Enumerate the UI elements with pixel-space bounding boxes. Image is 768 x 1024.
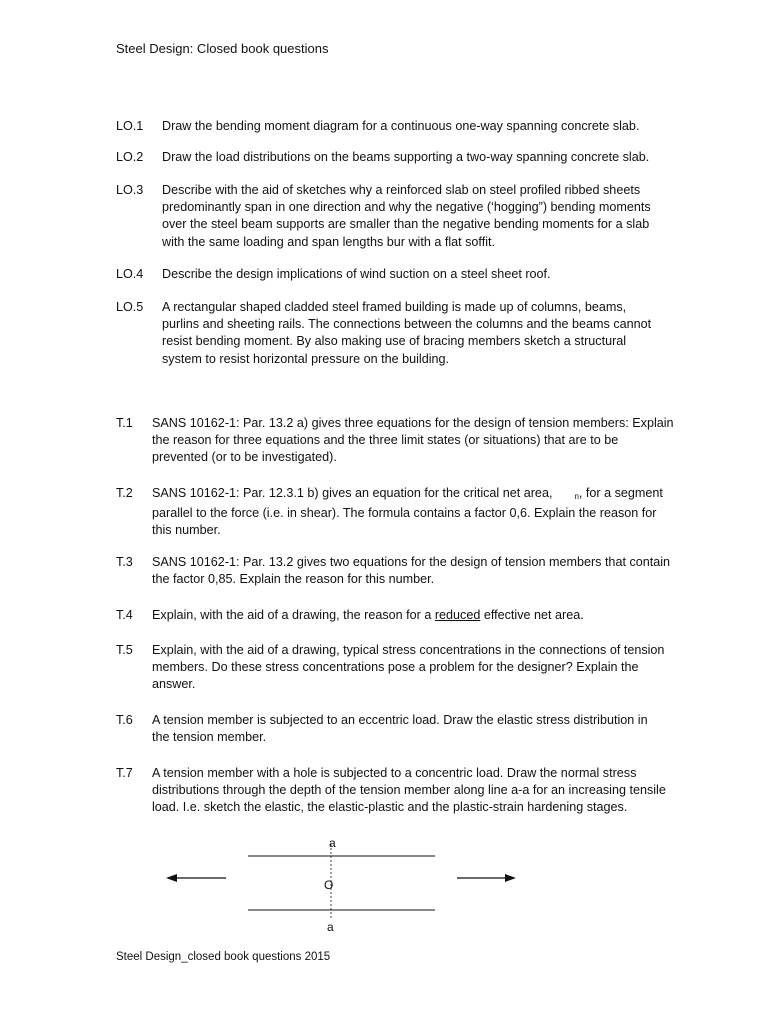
question-number: T.1 xyxy=(116,416,133,430)
question-t5 xyxy=(116,642,668,694)
question-text: Describe with the aid of sketches why a reinforced slab on steel profiled ribbed sheets predominantly span in one direction and why the negative (‘hogging”) bending moments over the steel beam supports are smaller than the negative bending moments for a slab with the same loading and span lengths bur with a flat soffit. xyxy=(162,183,651,249)
question-text-part: , for a segment parallel to the force (i.e. in shear). The formula contains a factor 0,6. Explain the reason for this number. xyxy=(152,486,663,538)
section-label-bottom: a xyxy=(327,920,334,934)
section-label-top: a xyxy=(329,836,336,850)
question-t4 xyxy=(116,607,676,624)
question-text xyxy=(152,607,676,624)
question-text: A rectangular shaped cladded steel framed building is made up of columns, beams, purlins and sheeting rails. The connections between the columns and the beams cannot resist bending moment. By also making use of bracing members sketch a structural system to resist horizontal pressure on the building. xyxy=(162,300,652,366)
question-lo1 xyxy=(116,118,676,135)
question-t2 xyxy=(116,485,672,540)
question-text: Draw the bending moment diagram for a continuous one-way spanning concrete slab. xyxy=(162,119,640,133)
question-number: T.5 xyxy=(116,643,133,657)
question-t7 xyxy=(116,765,670,817)
question-text-part: SANS 10162-1: Par. 12.3.1 b) gives an equation for the critical net area, xyxy=(152,486,553,500)
question-number: LO.4 xyxy=(116,267,144,281)
page-header: Steel Design: Closed book questions xyxy=(116,41,329,56)
question-number: LO.2 xyxy=(116,150,144,164)
question-number: LO.3 xyxy=(116,183,144,197)
question-t6 xyxy=(116,712,668,746)
question-text: Draw the load distributions on the beams supporting a two-way spanning concrete slab. xyxy=(162,150,650,164)
question-number: LO.5 xyxy=(116,300,144,314)
question-text: A tension member with a hole is subjected to a concentric load. Draw the normal stress distributions through the depth of the tension member along line a-a for an increasing tensile load. I.e. sketch the elastic, the elastic-plastic and the plastic-strain hardening stages. xyxy=(152,766,666,815)
question-number: T.7 xyxy=(116,766,133,780)
question-text: SANS 10162-1: Par. 13.2 a) gives three equations for the design of tension members: Explain the reason for three equations and the three limit states (or situations) that are to be prevented (or to be investigated). xyxy=(152,416,674,465)
question-number: LO.1 xyxy=(116,119,144,133)
page-footer: Steel Design_closed book questions 2015 xyxy=(116,951,331,963)
hole-label: O xyxy=(324,878,334,892)
question-t1 xyxy=(116,415,674,467)
question-lo2 xyxy=(116,149,696,166)
question-text: Explain, with the aid of a drawing, typical stress concentrations in the connections of tension members. Do these stress concentrations pose a problem for the designer? Explain the answer. xyxy=(152,643,665,692)
question-number: T.4 xyxy=(116,608,133,622)
right-arrow-icon xyxy=(457,874,516,882)
left-arrow-icon xyxy=(166,874,226,882)
question-lo5 xyxy=(116,299,664,368)
question-text: A tension member is subjected to an eccentric load. Draw the elastic stress distribution in the tension member. xyxy=(152,713,648,745)
question-text-part: effective net area. xyxy=(480,608,584,622)
tension-member-figure xyxy=(150,832,530,942)
question-t3 xyxy=(116,554,672,588)
underlined-word: reduced xyxy=(434,608,481,622)
subscript-n: n xyxy=(574,492,579,501)
question-text: Describe the design implications of wind suction on a steel sheet roof. xyxy=(162,267,551,281)
question-text: SANS 10162-1: Par. 13.2 gives two equations for the design of tension members that contain the factor 0,85. Explain the reason for this number. xyxy=(152,555,671,587)
question-number: T.6 xyxy=(116,713,133,727)
question-number: T.3 xyxy=(116,555,133,569)
question-text xyxy=(152,485,672,540)
question-lo3 xyxy=(116,182,672,251)
question-lo4 xyxy=(116,266,676,283)
question-number: T.2 xyxy=(116,486,133,500)
question-text-part: Explain, with the aid of a drawing, the reason for a xyxy=(152,608,435,622)
